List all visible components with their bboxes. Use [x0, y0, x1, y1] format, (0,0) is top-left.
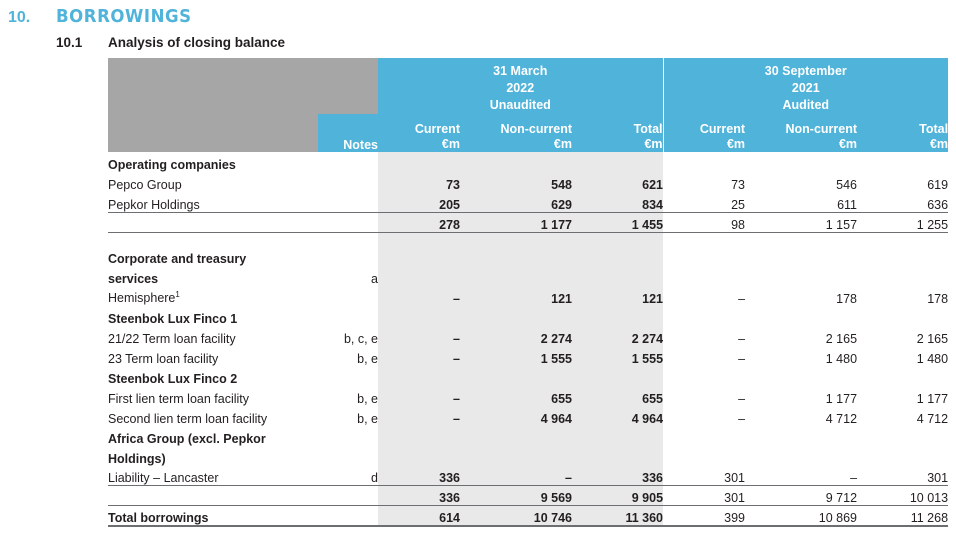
row-value [745, 306, 857, 326]
header-col-4 [663, 114, 745, 152]
row-label: Pepco Group [108, 178, 182, 192]
row-label: Africa Group (excl. Pepkor [108, 431, 266, 446]
table-row [108, 446, 948, 466]
header-col-4-unit: €m [726, 137, 746, 151]
row-value [460, 266, 572, 286]
row-value [857, 426, 948, 446]
row-label: 21/22 Term loan facility [108, 331, 236, 346]
row-value: 178 [927, 291, 949, 306]
table-row [108, 466, 948, 486]
header-col-2-name: Non-current [500, 122, 572, 136]
table-header-period-row [108, 58, 948, 114]
row-notes [318, 212, 378, 232]
row-value: 1 480 [825, 351, 858, 366]
row-value [460, 426, 572, 446]
row-value [857, 152, 948, 172]
row-value [745, 366, 857, 386]
row-value [572, 306, 663, 326]
row-value: – [738, 411, 746, 426]
table-subtotal-row [108, 486, 948, 506]
row-value: – [378, 286, 460, 306]
row-value: 336 [572, 466, 663, 486]
row-label: First lien term loan facility [108, 391, 250, 406]
header-period-2 [663, 58, 948, 114]
row-value: 636 [857, 192, 948, 212]
row-value: 1 455 [572, 212, 663, 232]
row-value: 619 [927, 178, 949, 192]
row-label [108, 286, 318, 306]
table-spacer-row [108, 232, 948, 246]
spacer-cell [857, 232, 948, 246]
row-notes [318, 426, 378, 446]
header-col-1-name: Current [414, 122, 460, 136]
header-col-6 [857, 114, 948, 152]
row-notes: b, c, e [343, 331, 378, 346]
row-value: 546 [836, 178, 858, 192]
table-row [108, 152, 948, 172]
header-blank-label [108, 58, 318, 114]
row-value: 548 [460, 172, 572, 192]
header-col-5-name: Non-current [785, 122, 858, 136]
row-label: Corporate and treasury [108, 251, 247, 266]
table-subtotal-row [108, 212, 948, 232]
period-2-status: Audited [782, 98, 830, 112]
row-value: 2 274 [572, 326, 663, 346]
subsection-number: 10.1 [56, 35, 83, 50]
row-value: 73 [378, 172, 460, 192]
row-value: 336 [378, 486, 460, 506]
row-value: 1 480 [916, 351, 949, 366]
table-row [108, 306, 948, 326]
row-value: 9 905 [572, 486, 663, 506]
row-value: – [738, 391, 746, 406]
row-value: 301 [663, 486, 745, 506]
row-value: 655 [572, 386, 663, 406]
row-value [745, 246, 857, 266]
row-notes [318, 246, 378, 266]
row-label [108, 212, 318, 232]
row-value: 73 [731, 178, 746, 192]
row-value: 1 177 [916, 391, 949, 406]
row-label: Liability – Lancaster [108, 466, 318, 486]
row-label: Second lien term loan facility [108, 411, 268, 426]
row-value [745, 446, 857, 466]
spacer-cell [663, 232, 745, 246]
table-body [108, 152, 948, 526]
row-value: 301 [857, 466, 948, 486]
row-value [572, 266, 663, 286]
spacer-cell [108, 232, 318, 246]
row-value [745, 152, 857, 172]
row-value: 629 [460, 192, 572, 212]
row-notes [318, 366, 378, 386]
row-label: 23 Term loan facility [108, 351, 219, 366]
row-label-text: Hemisphere [108, 291, 176, 306]
row-notes [318, 172, 378, 192]
row-label: Holdings) [108, 451, 166, 466]
table-row [108, 386, 948, 406]
row-value: 611 [745, 192, 857, 212]
row-value: 1 555 [460, 346, 572, 366]
row-value: – [378, 386, 460, 406]
table-row [108, 192, 948, 212]
row-notes: b, e [357, 391, 378, 406]
row-value: 2 165 [825, 331, 858, 346]
row-notes [318, 152, 378, 172]
row-value: 178 [836, 291, 858, 306]
row-value: 1 177 [825, 391, 858, 406]
row-label [108, 486, 318, 506]
row-value: – [378, 326, 460, 346]
borrowings-table-wrapper [108, 58, 948, 527]
row-value: 98 [663, 212, 745, 232]
row-value: – [460, 466, 572, 486]
row-value [378, 246, 460, 266]
row-value [572, 426, 663, 446]
header-col-3-name: Total [633, 122, 663, 136]
row-value: 2 165 [916, 331, 949, 346]
header-col-2 [460, 114, 572, 152]
row-value [857, 366, 948, 386]
row-value [378, 266, 460, 286]
row-value [663, 306, 745, 326]
row-value: – [738, 291, 746, 306]
row-value: 121 [460, 286, 572, 306]
row-value: – [745, 466, 857, 486]
table-row [108, 266, 948, 286]
spacer-cell [318, 232, 378, 246]
header-period-1 [378, 58, 663, 114]
header-col-2-unit: €m [553, 137, 572, 151]
row-value [460, 366, 572, 386]
row-label: Steenbok Lux Finco 2 [108, 371, 238, 386]
row-value [663, 266, 745, 286]
footnote-marker: 1 [175, 290, 180, 300]
row-value: 9 712 [745, 486, 857, 506]
row-label: Steenbok Lux Finco 1 [108, 311, 238, 326]
table-row [108, 366, 948, 386]
row-value [460, 446, 572, 466]
row-value [572, 366, 663, 386]
table-row [108, 426, 948, 446]
row-notes [318, 506, 378, 526]
header-col-6-unit: €m [929, 137, 949, 151]
row-value: 834 [572, 192, 663, 212]
period-1-status: Unaudited [489, 98, 551, 112]
row-notes [318, 306, 378, 326]
row-notes [318, 446, 378, 466]
row-value [663, 152, 745, 172]
row-value: 11 360 [572, 506, 663, 526]
row-value [460, 152, 572, 172]
row-label: Total borrowings [108, 506, 318, 526]
period-2-date: 30 September [764, 64, 847, 78]
row-value: 1 255 [857, 212, 948, 232]
row-value: 4 712 [916, 411, 949, 426]
row-value: 1 555 [572, 346, 663, 366]
row-value: 1 177 [460, 212, 572, 232]
row-value: – [738, 331, 746, 346]
header-col-6-name: Total [919, 122, 949, 136]
row-notes [318, 486, 378, 506]
row-value [378, 366, 460, 386]
row-value: – [378, 346, 460, 366]
row-value [460, 246, 572, 266]
row-value: 2 274 [460, 326, 572, 346]
row-value [857, 306, 948, 326]
row-value: 205 [378, 192, 460, 212]
header-col-3 [572, 114, 663, 152]
row-value [857, 266, 948, 286]
row-value: 121 [572, 286, 663, 306]
row-value: 621 [572, 172, 663, 192]
row-value: 4 964 [460, 406, 572, 426]
row-value: 10 013 [857, 486, 948, 506]
header-col-1 [378, 114, 460, 152]
header-col-1-unit: €m [441, 137, 460, 151]
row-label: services [108, 271, 159, 286]
row-notes [318, 192, 378, 212]
row-value [572, 446, 663, 466]
row-value: – [738, 351, 746, 366]
period-2-year: 2021 [791, 81, 820, 95]
header-blank-notes [318, 58, 378, 114]
table-row [108, 326, 948, 346]
row-value [663, 426, 745, 446]
row-value: 301 [663, 466, 745, 486]
row-value [857, 446, 948, 466]
row-value: 614 [378, 506, 460, 526]
period-1-date: 31 March [493, 64, 548, 78]
row-label: Pepkor Holdings [108, 192, 318, 212]
header-col-5 [745, 114, 857, 152]
row-value: – [378, 406, 460, 426]
spacer-cell [572, 232, 663, 246]
row-value [663, 446, 745, 466]
borrowings-table [108, 58, 948, 527]
row-value: 399 [663, 506, 745, 526]
row-value [857, 246, 948, 266]
row-value [745, 426, 857, 446]
table-total-row [108, 506, 948, 526]
header-blank-label-2 [108, 114, 318, 152]
row-value [378, 446, 460, 466]
row-value [460, 306, 572, 326]
row-value: 655 [460, 386, 572, 406]
spacer-cell [460, 232, 572, 246]
row-value: 4 712 [825, 411, 858, 426]
row-notes: a [371, 271, 378, 286]
subsection-title: Analysis of closing balance [108, 35, 286, 50]
row-value [663, 366, 745, 386]
header-notes: Notes [318, 114, 378, 152]
row-value [378, 426, 460, 446]
row-value [745, 266, 857, 286]
subsection-heading [56, 35, 285, 50]
row-value: 336 [378, 466, 460, 486]
section-heading [8, 6, 203, 27]
period-1-year: 2022 [506, 81, 535, 95]
row-value [663, 246, 745, 266]
row-value: 10 869 [745, 506, 857, 526]
row-value [378, 306, 460, 326]
table-row [108, 286, 948, 306]
section-title: BORROWINGS [56, 6, 192, 27]
row-value: 10 746 [460, 506, 572, 526]
row-notes [318, 286, 378, 306]
row-value: 4 964 [572, 406, 663, 426]
table-row [108, 246, 948, 266]
row-notes: b, e [357, 351, 378, 366]
table-row [108, 172, 948, 192]
table-header-column-row [108, 114, 948, 152]
row-value [572, 152, 663, 172]
row-value [572, 246, 663, 266]
row-value: 11 268 [857, 506, 948, 526]
spacer-cell [745, 232, 857, 246]
row-value: 1 157 [745, 212, 857, 232]
row-notes: b, e [357, 411, 378, 426]
section-number: 10. [8, 9, 31, 26]
header-col-3-unit: €m [644, 137, 663, 151]
row-label: Operating companies [108, 158, 236, 172]
row-value: 25 [663, 192, 745, 212]
row-notes: d [318, 466, 378, 486]
row-value: 9 569 [460, 486, 572, 506]
header-col-5-unit: €m [838, 137, 858, 151]
table-row [108, 406, 948, 426]
row-value [378, 152, 460, 172]
spacer-cell [378, 232, 460, 246]
row-value: 278 [378, 212, 460, 232]
table-row [108, 346, 948, 366]
header-col-4-name: Current [699, 122, 746, 136]
